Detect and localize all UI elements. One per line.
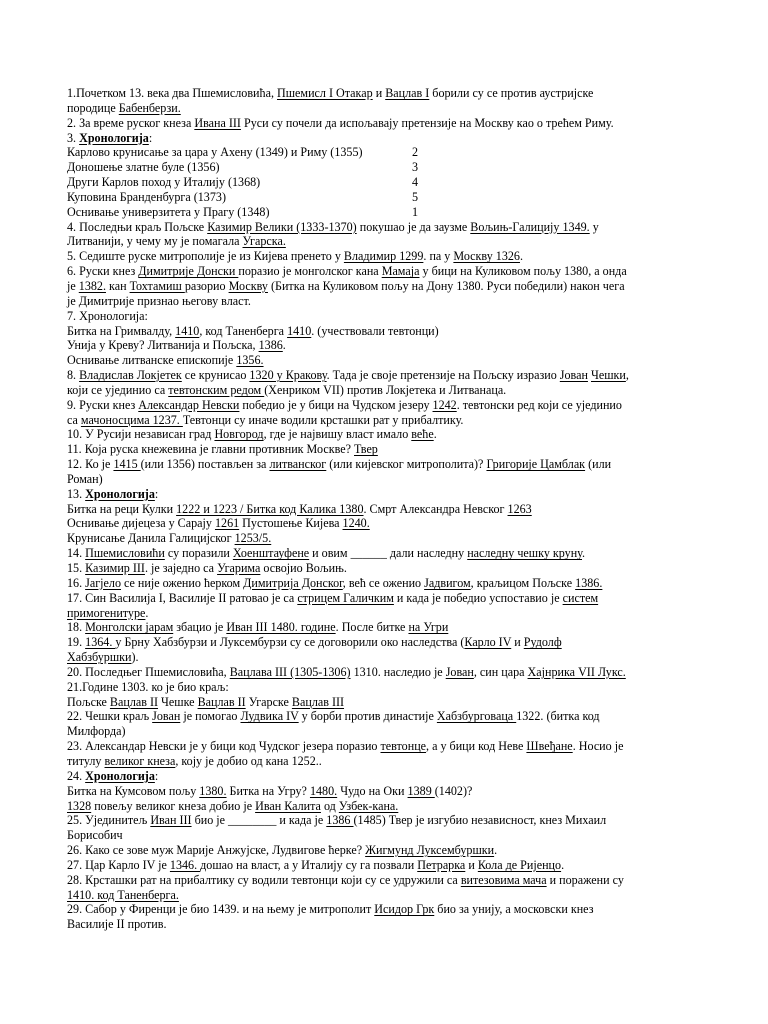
underlined-answer: Хабзбуршки — [67, 650, 132, 665]
underlined-answer: тевтонце — [380, 739, 427, 754]
underlined-answer: 1320 у Кракову — [249, 368, 327, 383]
question-text: збацио је — [173, 620, 227, 635]
underlined-answer: Москву 1326 — [453, 249, 520, 264]
underlined-answer: Кола де Ријенцо — [477, 857, 562, 872]
text-line — [67, 205, 707, 220]
underlined-answer: Иван III — [150, 813, 192, 828]
question-text: 7. Хронологија: — [67, 308, 148, 323]
question-text: ________ — [228, 813, 277, 828]
underlined-answer: 1415 — [113, 457, 141, 472]
underlined-answer: 1386. — [575, 575, 603, 590]
text-line — [67, 531, 707, 546]
question-text: Унија у Креву? Литванија и Пољска, — [67, 338, 259, 353]
text-line — [67, 680, 707, 695]
question-text: и — [372, 86, 386, 100]
question-text: 1310. наследио је — [350, 664, 446, 679]
underlined-answer: 1346. — [169, 857, 201, 872]
question-text: 22. Чешки краљ — [67, 709, 153, 724]
text-line — [67, 888, 707, 903]
question-text: (1402)? — [434, 783, 473, 798]
question-text: . — [282, 338, 286, 353]
underlined-answer: Димитрије Донски — [138, 264, 239, 279]
underlined-answer: 1386 — [326, 813, 354, 828]
question-text: 27. Цар Карло IV је — [67, 857, 170, 872]
question-text: који се ујединио са — [67, 382, 169, 397]
question-text: 1.Почетком 13. века два Пшемисловића, — [67, 86, 277, 100]
underlined-answer: Пшемисловићи — [85, 546, 165, 561]
question-text: . — [582, 546, 586, 561]
question-text: , код Таненберга — [199, 323, 288, 338]
underlined-answer: стрицем Галичким — [297, 590, 394, 605]
underlined-answer: 1222 и 1223 / Битка код Калика 1380 — [176, 501, 364, 516]
question-text: . — [519, 249, 524, 264]
underlined-answer: тевтонским редом — [168, 382, 265, 397]
question-text: Битка на Угру? — [226, 783, 310, 798]
underlined-answer: Чешки — [590, 368, 626, 383]
text-line — [67, 487, 707, 502]
text-line — [67, 561, 707, 576]
question-text: Оснивање литванске епископије — [67, 353, 237, 368]
text-line — [67, 843, 707, 858]
question-text: Чешке — [158, 694, 198, 709]
question-text: (1485) Твер је изгубио независност, кнез Михаил — [353, 813, 607, 828]
underlined-answer: наследну чешку круну — [467, 546, 583, 561]
question-text: од — [320, 798, 339, 813]
underlined-answer: 1253/5. — [234, 531, 272, 546]
question-text: Милфорда) — [67, 724, 126, 739]
underlined-answer: 1382. — [78, 278, 106, 293]
question-text: повељу великог кнеза добио је — [91, 798, 256, 813]
text-line — [67, 338, 707, 353]
chronology-order-number: 4 — [412, 175, 419, 190]
section-heading: Хронологија — [85, 486, 155, 501]
question-text: 21.Године 1303. ко је био краљ: — [67, 679, 229, 694]
underlined-answer: Вацлав II — [109, 694, 159, 709]
underlined-answer: Владислав Локјетек — [79, 368, 182, 383]
underlined-answer: Пшемисл I Отакар — [277, 86, 373, 100]
underlined-answer: на Угри — [408, 620, 449, 635]
question-text: дошао на власт, а у Италију су га позвали — [200, 857, 418, 872]
underlined-answer: Казимир Велики (1333-1370) — [207, 219, 357, 234]
question-text: је Димитрије признао његову власт. — [67, 293, 251, 308]
question-text: покушао је да заузме — [356, 219, 471, 234]
underlined-answer: Исидор Грк — [374, 902, 435, 917]
underlined-answer: 1380. — [199, 783, 227, 798]
question-text: 15. — [67, 561, 86, 575]
question-text: ). — [131, 650, 139, 665]
text-line — [67, 917, 707, 932]
chronology-order-number: 2 — [412, 145, 419, 160]
question-text: 14. — [67, 546, 86, 561]
text-line — [67, 902, 707, 917]
question-text: Чудо на Оки — [337, 783, 408, 798]
question-text: су поразили — [164, 546, 233, 561]
underlined-answer: 1261 — [214, 516, 240, 531]
question-text: Василије II против. — [67, 917, 167, 932]
question-text: Крунисање Данила Галицијског — [67, 531, 235, 546]
underlined-answer: 1328 — [67, 798, 92, 813]
underlined-answer: 1480. — [309, 783, 338, 798]
question-text: . па у — [423, 249, 454, 264]
text-line — [67, 324, 707, 339]
text-line — [67, 353, 707, 368]
question-text: , син цара — [473, 664, 528, 679]
question-text: , — [625, 368, 629, 383]
text-line — [67, 220, 707, 235]
question-text: 3. — [67, 130, 80, 145]
question-text: (Битка на Куликовом пољу на Дону 1380. Руси победили) након чега — [267, 278, 625, 293]
question-text: борили су се против аустријске — [429, 86, 594, 100]
question-text: ______ — [350, 546, 387, 561]
text-line — [67, 86, 707, 101]
text-line — [67, 234, 707, 249]
underlined-answer: Вацлава III (1305-1306) — [229, 664, 351, 679]
underlined-answer: Мамаја — [381, 264, 420, 279]
underlined-answer: Јован — [152, 709, 181, 724]
text-line — [67, 650, 707, 665]
underlined-answer: Јадвигом — [424, 575, 471, 590]
question-text: Борисобич — [67, 828, 123, 843]
question-text: 10. У Русији независан град — [67, 427, 215, 442]
question-text: 20. Последњег Пшемисловића, — [67, 664, 230, 679]
underlined-answer: Угарска. — [242, 234, 286, 249]
underlined-answer: Ивана III — [194, 115, 241, 130]
question-text: , где је највишу власт имало — [263, 427, 412, 442]
section-heading: Хронологија — [85, 768, 155, 783]
underlined-answer: Петрарка — [417, 857, 466, 872]
underlined-answer: мачоносцима 1237. — [80, 412, 183, 427]
text-line — [67, 190, 707, 205]
question-text: породице — [67, 100, 119, 115]
text-line — [67, 665, 707, 680]
section-heading: Хронологија — [79, 130, 149, 145]
underlined-answer: Александар Невски — [138, 397, 240, 412]
text-line — [67, 398, 707, 413]
question-text: Тевтонци су иначе водили крсташки рат у прибалтику. — [182, 412, 464, 427]
question-text: 11. Која руска кнежевина је главни противник Москве? — [67, 442, 355, 457]
question-text: , а у бици код Неве — [426, 739, 527, 754]
text-line — [67, 131, 707, 146]
question-text: се крунисао — [181, 368, 250, 383]
underlined-answer: Иван III 1480. године — [226, 620, 336, 635]
text-line — [67, 858, 707, 873]
question-text: Куповина Бранденбурга (1373) — [67, 189, 226, 204]
underlined-answer: Јован — [445, 664, 474, 679]
question-text: Оснивање дијецеза у Сарају — [67, 516, 215, 531]
question-text: (или 1356) постављен за — [140, 457, 270, 472]
question-text: и овим — [309, 546, 351, 561]
underlined-answer: Вацлав I — [385, 86, 430, 100]
question-text: (или — [585, 457, 612, 472]
text-line — [67, 709, 707, 724]
text-line — [67, 249, 707, 264]
question-text: , коју је добио од кана 1252.. — [175, 753, 322, 768]
text-line — [67, 754, 707, 769]
underlined-answer: Бабенберзи. — [118, 100, 181, 115]
question-text: и — [465, 857, 478, 872]
underlined-answer: Узбек-кана. — [338, 798, 399, 813]
underlined-answer: 1263 — [507, 501, 532, 516]
underlined-answer: Карло IV — [464, 635, 512, 650]
text-line — [67, 620, 707, 635]
question-text: , краљицом Пољске — [470, 575, 576, 590]
underlined-answer: 1386 — [258, 338, 283, 353]
underlined-answer: 1410 — [175, 323, 200, 338]
text-line — [67, 769, 707, 784]
question-text: . — [145, 605, 149, 620]
underlined-answer: Јагјело — [85, 575, 121, 590]
question-text: у бици на Куликовом пољу 1380, а онда — [419, 264, 627, 279]
question-text: . (учествовали тевтонци) — [311, 323, 439, 338]
question-text: је помогао — [180, 709, 241, 724]
question-text: Пустошење Кијева — [239, 516, 343, 531]
question-text: . — [433, 427, 437, 442]
question-text: : — [148, 130, 153, 145]
text-line — [67, 309, 707, 324]
text-line — [67, 175, 707, 190]
question-text: . тевтонски ред који се ујединио — [456, 397, 622, 412]
underlined-answer: Монголски јарам — [85, 620, 174, 635]
underlined-answer: 1410. код Таненберга. — [67, 887, 179, 902]
question-text: . Носио је — [572, 739, 624, 754]
question-text: Доношење златне буле (1356) — [67, 160, 220, 175]
text-line — [67, 116, 707, 131]
underlined-answer: Вољињ-Галицију 1349. — [470, 219, 590, 234]
question-text: . Смрт Александра Невског — [363, 501, 508, 516]
underlined-answer: Москву — [228, 278, 268, 293]
text-line — [67, 427, 707, 442]
chronology-order-number: 1 — [412, 204, 419, 219]
text-line — [67, 695, 707, 710]
question-text: био је — [191, 813, 229, 828]
text-line — [67, 635, 707, 650]
question-text: 6. Руски кнез — [67, 264, 139, 279]
text-line — [67, 383, 707, 398]
text-line — [67, 279, 707, 294]
text-line — [67, 294, 707, 309]
question-text: поразио је монголског кана — [238, 264, 382, 279]
text-line — [67, 799, 707, 814]
question-text: 25. Ујединитељ — [67, 813, 151, 828]
underlined-answer: Угарима — [217, 561, 261, 575]
question-text: (или кијевског митрополита)? — [326, 457, 487, 472]
question-text: 28. Крсташки рат на прибалтику су водили тевтонци који су се удружили са — [67, 872, 461, 887]
text-line — [67, 145, 707, 160]
document-page — [67, 86, 707, 932]
underlined-answer: Димитрија Донског — [243, 575, 343, 590]
underlined-answer: 1242 — [432, 397, 457, 412]
text-line — [67, 502, 707, 517]
question-text: разорио — [184, 278, 229, 293]
question-text: је — [67, 278, 79, 293]
underlined-answer: витезовима мача — [460, 872, 547, 887]
question-text: 1322. (битка код — [516, 709, 600, 724]
question-text: и када је победио успоставио је — [393, 590, 563, 605]
underlined-answer: 1356. — [236, 353, 264, 368]
question-text: Руси су почели да испољавају претензије на Москву као о трећем Риму. — [240, 115, 614, 130]
underlined-answer: великог кнеза — [104, 753, 176, 768]
question-text: : — [154, 486, 159, 501]
text-line — [67, 576, 707, 591]
text-line — [67, 784, 707, 799]
question-text: , већ се оженио — [342, 575, 425, 590]
question-text: 12. Ко је — [67, 457, 114, 472]
question-text: 17. Син Василија I, Василије II ратовао је са — [67, 590, 298, 605]
underlined-answer: Хајнрика VII Лукс. — [527, 664, 626, 679]
underlined-answer: литванског — [269, 457, 327, 472]
text-line — [67, 873, 707, 888]
underlined-answer: 1240. — [342, 516, 370, 531]
question-text: 26. Како се зове муж Марије Анжујске, Лудвигове ћерке? — [67, 843, 366, 858]
question-text: . — [561, 857, 565, 872]
question-text: Пољске — [67, 694, 110, 709]
text-line — [67, 264, 707, 279]
question-text: 16. — [67, 575, 86, 590]
question-text: са — [67, 412, 81, 427]
text-line — [67, 828, 707, 843]
underlined-answer: Тохтамиш — [129, 278, 185, 293]
question-text: (Хенриком VII) против Локјетека и Литванаца. — [264, 382, 507, 397]
underlined-answer: 1410 — [287, 323, 312, 338]
question-text: 5. Седиште руске митрополије је из Кијева пренето у — [67, 249, 344, 264]
question-text: у — [589, 219, 599, 234]
question-text: : — [154, 768, 159, 783]
underlined-answer: Владимир 1299 — [343, 249, 424, 264]
chronology-order-number: 5 — [412, 189, 419, 204]
question-text: 2. За време руског кнеза — [67, 115, 195, 130]
question-text: кан — [105, 278, 130, 293]
underlined-answer: Јован — [559, 368, 588, 383]
question-text: Битка на Кумсовом пољу — [67, 783, 200, 798]
underlined-answer: 1364. — [85, 635, 116, 650]
underlined-answer: Казимир III — [85, 561, 145, 575]
underlined-answer: Рудолф — [523, 635, 562, 650]
question-text: 24. — [67, 768, 86, 783]
question-text: победио је у бици на Чудском језеру — [239, 397, 433, 412]
question-text: . је заједно са — [144, 561, 218, 575]
question-text: 13. — [67, 486, 86, 501]
question-text: и — [511, 635, 524, 650]
underlined-answer: систем — [562, 590, 599, 605]
text-line — [67, 516, 707, 531]
underlined-answer: Хабзбурговаца — [436, 709, 517, 724]
underlined-answer: Григорије Цамблак — [486, 457, 586, 472]
question-text: Битка на Гримвалду, — [67, 323, 176, 338]
question-text: . После битке — [335, 620, 409, 635]
text-line — [67, 546, 707, 561]
question-text: . Тада је своје претензије на Пољску изразио — [326, 368, 560, 383]
underlined-answer: примогенитуре — [67, 605, 146, 620]
question-text: Угарске — [245, 694, 292, 709]
question-text: и када је — [276, 813, 327, 828]
text-line — [67, 591, 707, 606]
text-line — [67, 457, 707, 472]
text-line — [67, 442, 707, 457]
question-text: и поражени су — [546, 872, 624, 887]
question-text: се није оженио ћерком — [121, 575, 244, 590]
question-text: 29. Сабор у Фиренци је био 1439. и на њему је митрополит — [67, 902, 375, 917]
question-text: Литванији, у чему му је помагала — [67, 234, 243, 249]
question-text: у борби против династије — [298, 709, 437, 724]
question-text: 19. — [67, 635, 86, 650]
chronology-order-number: 3 — [412, 160, 419, 175]
question-text: у Брну Хабзбурзи и Луксембурзи су се договорили око наследства ( — [115, 635, 465, 650]
question-text: 23. Александар Невски је у бици код Чудског језера поразио — [67, 739, 381, 754]
question-text: Битка на реци Кулки — [67, 501, 177, 516]
question-text: Оснивање универзитета у Прагу (1348) — [67, 204, 270, 219]
underlined-answer: Лудвика IV — [240, 709, 299, 724]
text-line — [67, 813, 707, 828]
underlined-answer: Вацлав III — [291, 694, 345, 709]
question-text: . — [494, 843, 498, 858]
text-line — [67, 472, 707, 487]
underlined-answer: Жигмунд Луксембуршки — [365, 843, 495, 858]
underlined-answer: Вацлав II — [197, 694, 246, 709]
question-text: 4. Последњи краљ Пољске — [67, 219, 208, 234]
underlined-answer: веће — [411, 427, 434, 442]
underlined-answer: 1389 — [407, 783, 435, 798]
underlined-answer: Новгород — [214, 427, 264, 442]
question-text: Карлово крунисање за цара у Ахену (1349) и Риму (1355) — [67, 145, 363, 160]
question-text: Други Карлов поход у Италију (1368) — [67, 175, 261, 190]
text-line — [67, 368, 707, 383]
text-line — [67, 739, 707, 754]
question-text: 18. — [67, 620, 86, 635]
text-line — [67, 606, 707, 621]
text-line — [67, 413, 707, 428]
text-line — [67, 724, 707, 739]
underlined-answer: Твер — [354, 442, 378, 457]
text-line — [67, 101, 707, 116]
question-text: 9. Руски кнез — [67, 397, 139, 412]
question-text: био за унију, а московски кнез — [434, 902, 594, 917]
question-text: титулу — [67, 753, 105, 768]
underlined-answer: Хоенштауфене — [232, 546, 310, 561]
question-text: освојио Вољињ. — [260, 561, 347, 575]
question-text: дали наследну — [386, 546, 468, 561]
question-text: Роман) — [67, 471, 103, 486]
question-text: 8. — [67, 368, 80, 383]
text-line — [67, 160, 707, 175]
underlined-answer: Иван Калита — [255, 798, 321, 813]
underlined-answer: Швеђане — [526, 739, 573, 754]
